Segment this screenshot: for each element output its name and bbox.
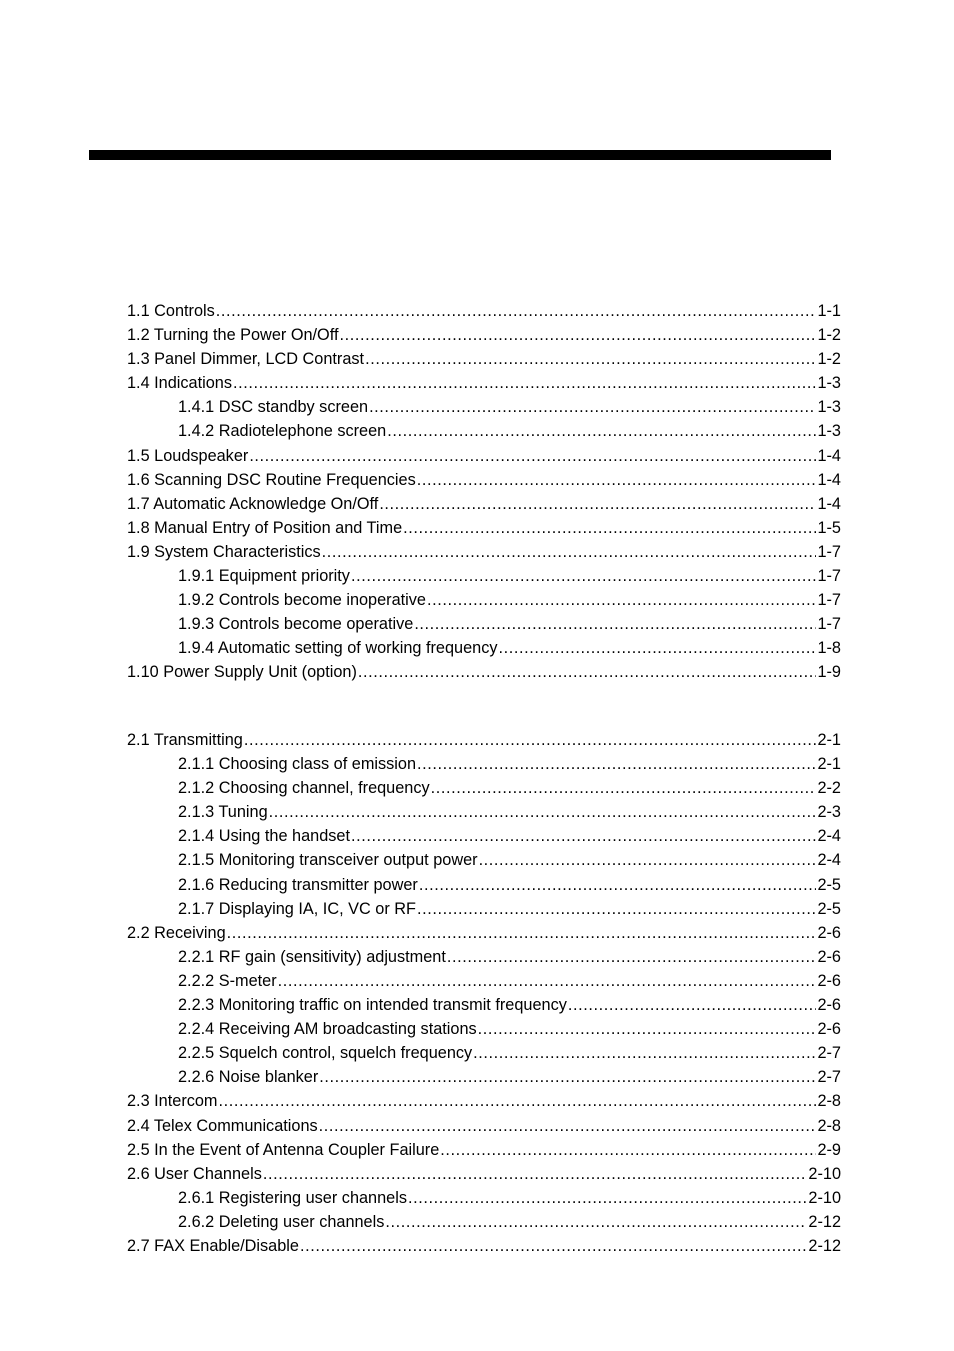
- toc-entry-page: 2-10: [808, 1164, 841, 1183]
- dot-leader: [263, 1162, 808, 1186]
- toc-entry-title: 2.2 Receiving: [127, 923, 226, 942]
- toc-subentry[interactable]: [127, 848, 841, 872]
- dot-leader: [440, 1138, 816, 1162]
- toc-entry-title: 2.1.4 Using the handset: [178, 827, 350, 846]
- toc-entry-page: 2-9: [817, 1140, 841, 1159]
- toc-subentry[interactable]: [127, 564, 841, 588]
- dot-leader: [447, 945, 817, 969]
- toc-entry[interactable]: [127, 1234, 841, 1258]
- toc-entry-page: 2-6: [817, 947, 841, 966]
- toc-subentry[interactable]: [127, 1210, 841, 1234]
- dot-leader: [419, 873, 817, 897]
- dot-leader: [414, 612, 816, 636]
- toc-subentry[interactable]: [127, 873, 841, 897]
- dot-leader: [365, 347, 816, 371]
- toc-entry-title: 2.3 Intercom: [127, 1092, 218, 1111]
- dot-leader: [387, 419, 816, 443]
- toc-subentry[interactable]: [127, 1017, 841, 1041]
- toc-subentry[interactable]: [127, 636, 841, 660]
- dot-leader: [473, 1041, 816, 1065]
- toc-entry[interactable]: [127, 444, 841, 468]
- dot-leader: [431, 776, 817, 800]
- toc-entry-title: 2.6 User Channels: [127, 1164, 262, 1183]
- toc-subentry[interactable]: [127, 969, 841, 993]
- toc-entry-title: 2.4 Telex Communications: [127, 1116, 318, 1135]
- toc-section-1: [127, 299, 841, 685]
- toc-section-2: [127, 728, 841, 1258]
- dot-leader: [417, 752, 816, 776]
- toc-entry-page: 2-8: [817, 1116, 841, 1135]
- dot-leader: [351, 564, 817, 588]
- header-rule: [89, 150, 831, 160]
- toc-entry-title: 1.9.4 Automatic setting of working frequency: [178, 639, 498, 658]
- toc-entry-title: 1.2 Turning the Power On/Off: [127, 326, 339, 345]
- toc-entry-page: 2-7: [817, 1068, 841, 1087]
- toc-subentry[interactable]: [127, 993, 841, 1017]
- toc-entry-page: 2-12: [808, 1212, 841, 1231]
- dot-leader: [233, 371, 816, 395]
- toc-entry-title: 2.2.6 Noise blanker: [178, 1068, 319, 1087]
- toc-subentry[interactable]: [127, 395, 841, 419]
- dot-leader: [278, 969, 817, 993]
- dot-leader: [319, 1065, 816, 1089]
- toc-entry-title: 1.4.2 Radiotelephone screen: [178, 422, 387, 441]
- toc-entry-title: 2.1.6 Reducing transmitter power: [178, 875, 418, 894]
- toc-entry-title: 1.6 Scanning DSC Routine Frequencies: [127, 470, 416, 489]
- toc-entry-title: 1.9.3 Controls become operative: [178, 615, 414, 634]
- dot-leader: [417, 468, 817, 492]
- toc-entry[interactable]: [127, 299, 841, 323]
- toc-entry-title: 1.9 System Characteristics: [127, 542, 321, 561]
- toc-entry[interactable]: [127, 540, 841, 564]
- toc-entry-page: 1-7: [817, 567, 841, 586]
- toc-entry-title: 1.9.2 Controls become inoperative: [178, 591, 426, 610]
- toc-entry-page: 2-6: [817, 923, 841, 942]
- toc-entry-title: 2.5 In the Event of Antenna Coupler Failure: [127, 1140, 440, 1159]
- toc-entry-page: 2-6: [817, 971, 841, 990]
- toc-entry-page: 2-6: [817, 1020, 841, 1039]
- toc-entry-page: 1-7: [817, 542, 841, 561]
- toc-entry[interactable]: [127, 371, 841, 395]
- toc-entry[interactable]: [127, 1089, 841, 1113]
- dot-leader: [300, 1234, 807, 1258]
- toc-entry-page: 1-7: [817, 615, 841, 634]
- toc-entry-title: 2.6.1 Registering user channels: [178, 1188, 407, 1207]
- toc-entry-title: 2.1.7 Displaying IA, IC, VC or RF: [178, 899, 416, 918]
- dot-leader: [385, 1210, 807, 1234]
- toc-entry-title: 2.2.4 Receiving AM broadcasting stations: [178, 1020, 477, 1039]
- toc-entry[interactable]: [127, 516, 841, 540]
- dot-leader: [498, 636, 816, 660]
- toc-entry-title: 1.4.1 DSC standby screen: [178, 398, 369, 417]
- toc-subentry[interactable]: [127, 945, 841, 969]
- toc-entry-title: 2.2.2 S-meter: [178, 971, 277, 990]
- toc-entry[interactable]: [127, 347, 841, 371]
- toc-entry-title: 2.1.2 Choosing channel, frequency: [178, 779, 430, 798]
- dot-leader: [339, 323, 816, 347]
- dot-leader: [427, 588, 816, 612]
- dot-leader: [216, 299, 817, 323]
- toc-entry-page: 2-12: [808, 1236, 841, 1255]
- toc-entry-page: 2-8: [817, 1092, 841, 1111]
- toc-subentry[interactable]: [127, 1186, 841, 1210]
- dot-leader: [479, 848, 817, 872]
- toc-entry-page: 1-1: [817, 302, 841, 320]
- toc-entry-page: 1-2: [817, 326, 841, 345]
- toc-entry-page: 1-9: [817, 663, 841, 682]
- toc-subentry[interactable]: [127, 752, 841, 776]
- toc-entry-page: 2-1: [817, 755, 841, 774]
- toc-subentry[interactable]: [127, 1041, 841, 1065]
- toc-entry[interactable]: [127, 323, 841, 347]
- toc-entry-title: 1.7 Automatic Acknowledge On/Off: [127, 494, 379, 513]
- toc-entry-page: 1-2: [817, 350, 841, 369]
- toc-entry[interactable]: [127, 1114, 841, 1138]
- toc-entry-page: 1-4: [817, 494, 841, 513]
- toc-entry-title: 2.7 FAX Enable/Disable: [127, 1236, 299, 1255]
- toc-entry-title: 1.10 Power Supply Unit (option): [127, 663, 357, 682]
- dot-leader: [379, 492, 816, 516]
- dot-leader: [403, 516, 816, 540]
- toc-entry[interactable]: [127, 1138, 841, 1162]
- toc-entry-title: 2.2.5 Squelch control, squelch frequency: [178, 1044, 473, 1063]
- toc-entry-title: 2.1 Transmitting: [127, 731, 243, 749]
- toc-entry-title: 1.4 Indications: [127, 374, 232, 393]
- toc-entry-page: 1-8: [817, 639, 841, 658]
- dot-leader: [408, 1186, 807, 1210]
- toc-entry[interactable]: [127, 492, 841, 516]
- toc-entry[interactable]: [127, 1162, 841, 1186]
- toc-subentry[interactable]: [127, 419, 841, 443]
- toc-entry-page: 2-1: [817, 731, 841, 749]
- toc-entry-title: 2.1.3 Tuning: [178, 803, 268, 822]
- toc-entry[interactable]: [127, 921, 841, 945]
- dot-leader: [358, 660, 817, 684]
- toc-entry-page: 1-7: [817, 591, 841, 610]
- toc-entry-title: 1.3 Panel Dimmer, LCD Contrast: [127, 350, 365, 369]
- toc-entry-title: 2.2.1 RF gain (sensitivity) adjustment: [178, 947, 446, 966]
- dot-leader: [227, 921, 817, 945]
- dot-leader: [319, 1114, 817, 1138]
- toc-entry[interactable]: [127, 660, 841, 684]
- toc-entry-page: 1-3: [817, 398, 841, 417]
- dot-leader: [244, 728, 817, 752]
- dot-leader: [478, 1017, 817, 1041]
- toc-subentry[interactable]: [127, 897, 841, 921]
- toc-entry[interactable]: [127, 728, 841, 752]
- toc-subentry[interactable]: [127, 800, 841, 824]
- toc-entry-page: 2-4: [817, 827, 841, 846]
- toc-entry-title: 2.1.5 Monitoring transceiver output power: [178, 851, 478, 870]
- toc-subentry[interactable]: [127, 588, 841, 612]
- toc-entry-page: 1-3: [817, 422, 841, 441]
- toc-entry-title: 2.2.3 Monitoring traffic on intended transmit frequency: [178, 996, 567, 1015]
- toc-entry-page: 2-7: [817, 1044, 841, 1063]
- toc-entry-page: 2-6: [817, 996, 841, 1015]
- toc-entry-title: 1.8 Manual Entry of Position and Time: [127, 518, 403, 537]
- toc-entry[interactable]: [127, 468, 841, 492]
- toc-entry-page: 1-4: [817, 446, 841, 465]
- toc-entry-page: 1-5: [817, 518, 841, 537]
- dot-leader: [322, 540, 817, 564]
- dot-leader: [369, 395, 816, 419]
- toc-entry-page: 2-4: [817, 851, 841, 870]
- toc-entry-page: 2-3: [817, 803, 841, 822]
- toc-entry-page: 1-4: [817, 470, 841, 489]
- toc-entry-title: 1.1 Controls: [127, 302, 215, 320]
- toc-entry-title: 2.6.2 Deleting user channels: [178, 1212, 385, 1231]
- toc-entry-page: 1-3: [817, 374, 841, 393]
- toc-subentry[interactable]: [127, 824, 841, 848]
- dot-leader: [219, 1089, 817, 1113]
- dot-leader: [351, 824, 816, 848]
- toc-entry-page: 2-5: [817, 899, 841, 918]
- dot-leader: [249, 444, 816, 468]
- dot-leader: [269, 800, 817, 824]
- toc-subentry[interactable]: [127, 1065, 841, 1089]
- dot-leader: [417, 897, 816, 921]
- toc-subentry[interactable]: [127, 612, 841, 636]
- toc-entry-page: 2-2: [817, 779, 841, 798]
- toc-subentry[interactable]: [127, 776, 841, 800]
- toc-entry-title: 1.5 Loudspeaker: [127, 446, 249, 465]
- toc-entry-title: 2.1.1 Choosing class of emission: [178, 755, 417, 774]
- toc-entry-title: 1.9.1 Equipment priority: [178, 567, 350, 586]
- toc-entry-page: 2-10: [808, 1188, 841, 1207]
- toc-entry-page: 2-5: [817, 875, 841, 894]
- dot-leader: [568, 993, 817, 1017]
